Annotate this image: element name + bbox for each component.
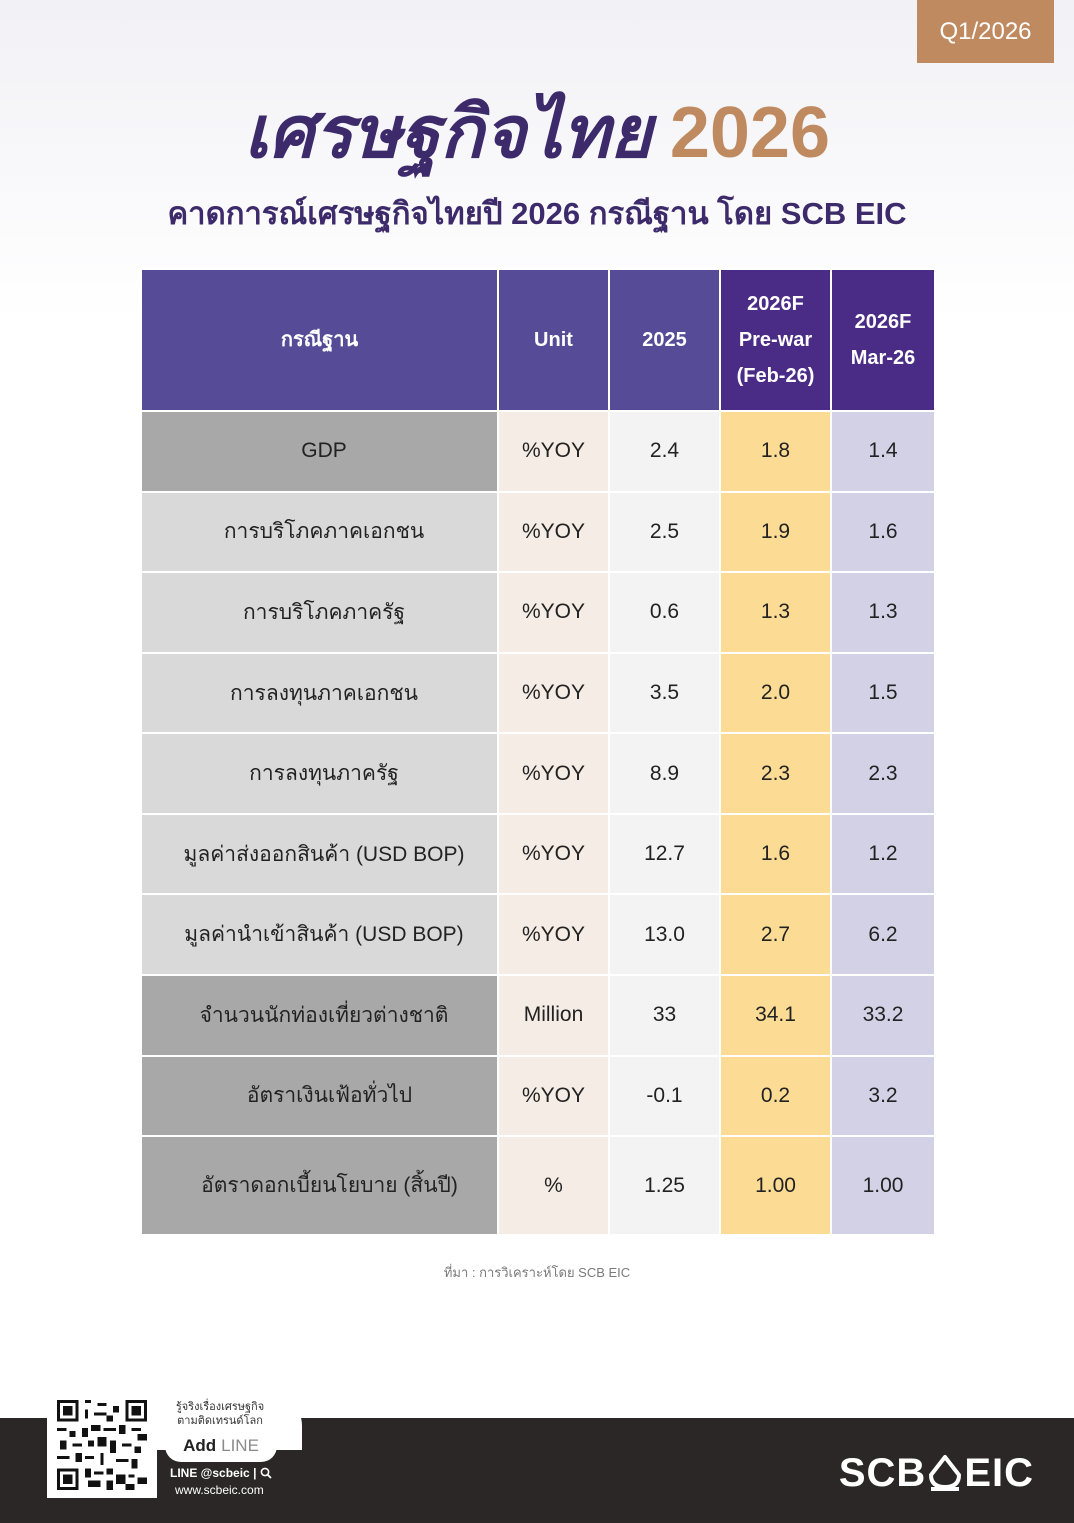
row-value-2025: 33 [609,975,720,1056]
row-label: มูลค่าส่งออกสินค้า (USD BOP) [141,814,498,895]
line-label: LINE [221,1436,259,1455]
table-row [141,492,935,573]
add-line-button[interactable] [165,1430,277,1462]
forecast-table [140,268,936,1236]
brand-left: SCB [838,1450,927,1495]
row-value-prewar: 1.00 [720,1136,831,1235]
header-prewar-line1: 2026F [747,293,804,315]
table-row [141,1136,935,1235]
page-title [0,88,1074,178]
row-value-mar26: 1.6 [831,492,935,573]
row-value-mar26: 1.00 [831,1136,935,1235]
table-row [141,653,935,734]
row-value-mar26: 2.3 [831,733,935,814]
row-unit: %YOY [498,814,609,895]
header-2025: 2025 [609,269,720,411]
row-value-mar26: 6.2 [831,894,935,975]
row-unit: %YOY [498,1056,609,1137]
table-row [141,975,935,1056]
header-mar26-line2: Mar-26 [850,347,916,369]
row-value-mar26: 1.4 [831,411,935,492]
row-label: การลงทุนภาคเอกชน [141,653,498,734]
row-label: การบริโภคภาคเอกชน [141,492,498,573]
row-label: GDP [141,411,498,492]
row-value-mar26: 1.5 [831,653,935,734]
header-mar26-line1: 2026F [854,311,912,333]
promo-text [160,1400,280,1428]
row-value-prewar: 0.2 [720,1056,831,1137]
row-label: การลงทุนภาครัฐ [141,733,498,814]
row-value-prewar: 1.8 [720,411,831,492]
source-note: ที่มา : การวิเคราะห์โดย SCB EIC [443,1265,631,1280]
row-value-mar26: 3.2 [831,1056,935,1137]
row-value-2025: 8.9 [609,733,720,814]
header-mar26 [831,269,935,411]
header-prewar-line3: (Feb-26) [736,365,815,387]
table-row [141,411,935,492]
qr-code-icon[interactable] [57,1400,147,1490]
row-unit: %YOY [498,411,609,492]
row-unit: %YOY [498,492,609,573]
row-value-2025: 2.5 [609,492,720,573]
row-value-mar26: 1.2 [831,814,935,895]
table-header-row [141,269,935,411]
row-label: การบริโภคภาครัฐ [141,572,498,653]
row-label: อัตราดอกเบี้ยนโยบาย (สิ้นปี) [141,1136,498,1235]
row-unit: %YOY [498,733,609,814]
row-value-2025: 1.25 [609,1136,720,1235]
website-link[interactable]: www.scbeic.com [175,1483,264,1497]
row-value-mar26: 1.3 [831,572,935,653]
row-value-2025: 13.0 [609,894,720,975]
row-unit: %YOY [498,572,609,653]
scb-house-logo-icon [928,1453,962,1493]
search-icon [260,1467,272,1479]
row-label: มูลค่านำเข้าสินค้า (USD BOP) [141,894,498,975]
quarter-badge: Q1/2026 [917,0,1054,63]
title-main: เศรษฐกิจไทย [244,93,652,173]
row-unit: Million [498,975,609,1056]
row-label: อัตราเงินเฟ้อทั่วไป [141,1056,498,1137]
row-value-mar26: 33.2 [831,975,935,1056]
row-value-2025: 0.6 [609,572,720,653]
header-unit: Unit [498,269,609,411]
promo-line-2: ตามติดเทรนด์โลก [177,1415,263,1427]
row-value-prewar: 2.0 [720,653,831,734]
header-case: กรณีฐาน [141,269,498,411]
row-value-2025: 2.4 [609,411,720,492]
row-unit: %YOY [498,653,609,734]
header-prewar [720,269,831,411]
row-unit: % [498,1136,609,1235]
table-row [141,814,935,895]
table-row [141,733,935,814]
row-value-prewar: 2.3 [720,733,831,814]
row-value-prewar: 1.6 [720,814,831,895]
title-year: 2026 [669,93,830,173]
row-value-prewar: 2.7 [720,894,831,975]
qr-card[interactable] [47,1390,157,1498]
brand-right: EIC [964,1450,1034,1495]
row-value-prewar: 34.1 [720,975,831,1056]
line-id[interactable] [170,1466,272,1480]
row-value-2025: 3.5 [609,653,720,734]
line-id-text: LINE @scbeic | [170,1466,257,1480]
page-subtitle: คาดการณ์เศรษฐกิจไทยปี 2026 กรณีฐาน โดย SCB EIC [167,196,907,231]
promo-line-1: รู้จริงเรื่องเศรษฐกิจ [175,1401,265,1413]
row-value-2025: -0.1 [609,1056,720,1137]
table-row [141,1056,935,1137]
add-label: Add [183,1436,217,1455]
table-row [141,572,935,653]
row-value-2025: 12.7 [609,814,720,895]
table-row [141,894,935,975]
row-value-prewar: 1.9 [720,492,831,573]
row-label: จำนวนนักท่องเที่ยวต่างชาติ [141,975,498,1056]
row-unit: %YOY [498,894,609,975]
header-prewar-line2: Pre-war [738,329,813,351]
row-value-prewar: 1.3 [720,572,831,653]
scb-eic-logo [834,1450,1034,1496]
